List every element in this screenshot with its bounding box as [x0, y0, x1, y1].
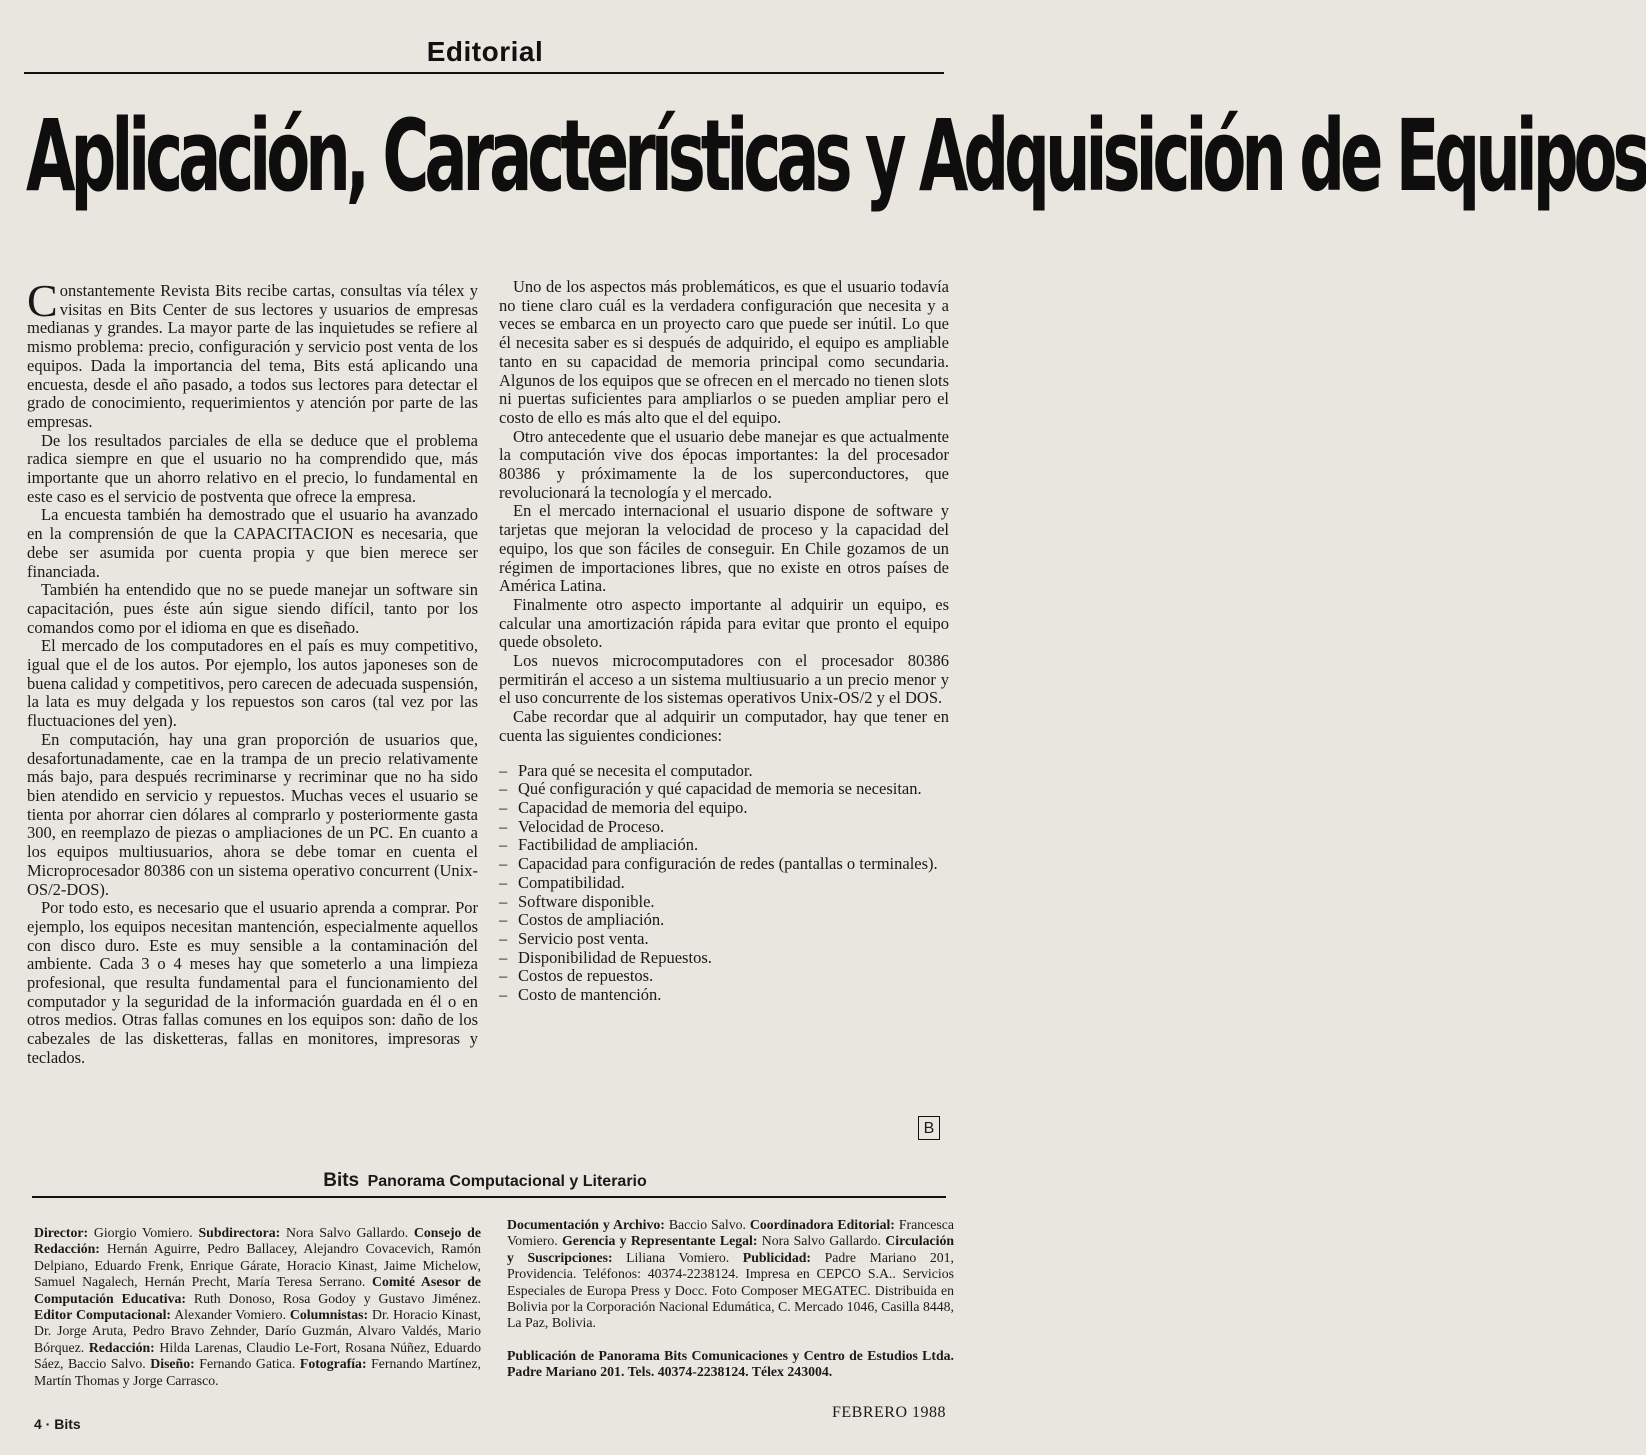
credit-names: Fernando Gatica. — [199, 1356, 296, 1372]
credit-role: Consejo de Redacción: — [34, 1225, 481, 1257]
paragraph: También ha entendido que no se puede manejar un software sin capacitación, pues éste aún sigue siendo difícil, tanto por los comandos como por el idioma en que es diseñado. — [27, 580, 478, 637]
credit-role: Documentación y Archivo: — [507, 1217, 665, 1232]
masthead-rule — [32, 1196, 946, 1198]
header-rule — [24, 72, 944, 74]
credit-role: Fotografía: — [299, 1356, 367, 1372]
credit-role: Gerencia y Representante Legal: — [562, 1233, 758, 1249]
credit-role: Comité Asesor de Computación Educativa: — [34, 1274, 482, 1306]
list-item: – Velocidad de Proceso. — [499, 818, 949, 837]
list-item: – Costo de mantención. — [499, 986, 949, 1005]
list-item: – Para qué se necesita el computador. — [499, 762, 949, 781]
credit-names: Hernán Aguirre, Pedro Ballacey, Alejandro Covacevich, Ramón Delpiano, Eduardo Frenk, Enrique Gárate, Horacio Kinast, Jaime Michelow, Samuel Nagalech, Hernán Precht, María Teresa Serrano. — [34, 1241, 481, 1290]
paragraph: La encuesta también ha demostrado que el usuario ha avanzado en la comprensión de que la CAPACITACION es necesaria, que debe ser asumida por cuenta propia y que bien merece ser financiada. — [27, 505, 478, 581]
credit-names: Alexander Vomiero. — [174, 1307, 287, 1323]
list-item: – Qué configuración y qué capacidad de memoria se necesitan. — [499, 780, 949, 799]
credit-role: Director: — [34, 1225, 89, 1240]
paragraph: Constantemente Revista Bits recibe cartas, consultas vía télex y visitas en Bits Center de sus lectores y usuarios de empresas medianas y grandes. La mayor parte de las inquietudes se refiere al mismo problema: precio, configuración y servicio post venta de los equipos. Dada la importancia del tema, Bits está aplicando una encuesta, desde el año pasado, a todos sus lectores para detectar el grado de conocimiento, requerimientos y atención por parte de las empresas. — [27, 275, 478, 431]
list-item: – Costos de repuestos. — [499, 967, 949, 986]
list-item: – Capacidad para configuración de redes (pantallas o terminales). — [499, 855, 949, 874]
credit-names: Dr. Horacio Kinast, Dr. Jorge Aruta, Pedro Bravo Zehnder, Darío Guzmán, Alvaro Valdés, Mario Bórquez. — [34, 1307, 481, 1355]
paragraph: Uno de los aspectos más problemáticos, es que el usuario todavía no tiene claro cuál es la verdadera configuración que necesita y a veces se embarca en un proyecto caro que puede ser inútil. Lo que él necesita saber es si después de adquirido, el equipo es ampliable tanto en su capacidad de memoria principal como secundaria. Algunos de los equipos que se ofrecen en el mercado no tienen slots ni puertas suficientes para ampliarlos o se pueden ampliar pero el costo de ello es más alto que el del equipo. — [499, 277, 949, 427]
credit-role: Diseño: — [150, 1356, 195, 1372]
list-item: – Factibilidad de ampliación. — [499, 836, 949, 855]
paragraph: Cabe recordar que al adquirir un computador, hay que tener en cuenta las siguientes condiciones: — [499, 707, 949, 745]
credit-names: Baccio Salvo. — [668, 1217, 746, 1232]
credit-names: Nora Salvo Gallardo. — [285, 1225, 409, 1240]
credit-role: Publicidad: — [742, 1249, 812, 1265]
conditions-list — [499, 762, 949, 1005]
credits-right — [507, 1217, 954, 1381]
credit-role: Editor Computacional: — [34, 1307, 172, 1323]
publisher-note: Publicación de Panorama Bits Comunicaciones y Centro de Estudios Ltda. Padre Mariano 201. Tels. 40374-2238124. Télex 243004. — [507, 1347, 954, 1380]
credit-names: Padre Mariano 201, Providencia. Teléfonos: 40374-2238124. Impresa en CEPCO S.A.. Servicios Especiales de Europa Press y Docc. Foto Composer MEGATEC. Distribuida en Bolivia por la Corporación Nacional Edumática, C. Mercado 1046, Casilla 8448, La Paz, Bolivia. — [507, 1249, 955, 1331]
left-column — [27, 275, 478, 1068]
credit-names: Francesca Vomiero. — [507, 1217, 955, 1249]
paragraph: De los resultados parciales de ella se deduce que el problema radica siempre en que el usuario no ha comprendido que, más importante que un ahorro relativo en el precio, lo fundamental en este caso es el servicio de postventa que ofrece la empresa. — [27, 430, 478, 506]
credit-names: Nora Salvo Gallardo. — [761, 1233, 881, 1249]
paragraph: Los nuevos microcomputadores con el procesador 80386 permitirán el acceso a un sistema multiusuario a un precio menor y el uso concurrente de los sistemas operativos Unix-OS/2 y el DOS. — [499, 651, 949, 708]
credit-names: Hilda Larenas, Claudio Le-Fort, Rosana Núñez, Eduardo Sáez, Baccio Salvo. — [34, 1339, 482, 1372]
paragraph: Otro antecedente que el usuario debe manejar es que actualmente la computación vive dos épocas importantes: la del procesador 80386 y próximamente la de los superconductores, que revolucionará la tecnología y el mercado. — [499, 426, 949, 502]
end-of-article-mark: B — [918, 1116, 940, 1140]
masthead-brand: Bits — [323, 1170, 360, 1191]
right-column — [499, 278, 949, 1005]
credit-role: Circulación y Suscripciones: — [507, 1233, 955, 1265]
list-item: – Disponibilidad de Repuestos. — [499, 949, 949, 968]
headline: Aplicación, Características y Adquisición de Equipos — [26, 100, 1646, 215]
credit-names: Fernando Martínez, Martín Thomas y Jorge Carrasco. — [34, 1356, 481, 1388]
paragraph: En el mercado internacional el usuario dispone de software y tarjetas que mejoran la velocidad de proceso y la capacidad del equipo, los que son fáciles de conseguir. En Chile gozamos de un régimen de importaciones libres, que no existe en otros países de América Latina. — [499, 501, 949, 596]
credit-role: Redacción: — [88, 1339, 155, 1355]
credit-role: Coordinadora Editorial: — [749, 1217, 895, 1232]
list-item: – Costos de ampliación. — [499, 911, 949, 930]
list-item: – Capacidad de memoria del equipo. — [499, 799, 949, 818]
masthead-title — [0, 1170, 970, 1192]
issue-date: FEBRERO 1988 — [831, 1404, 946, 1421]
masthead-subtitle: Panorama Computacional y Literario — [367, 1173, 647, 1190]
paragraph: El mercado de los computadores en el país es muy competitivo, igual que el de los autos. Por ejemplo, los autos japoneses son de buena calidad y competitivos, pero carecen de adecuada suspensión, la lata es muy delgada y los repuestos son caros (tal vez por las fluctuaciones del yen). — [27, 636, 478, 731]
paragraph: Por todo esto, es necesario que el usuario aprenda a comprar. Por ejemplo, los equipos necesitan mantención, especialmente aquellos con disco duro. Este es muy sensible a la contaminación del ambiente. Cada 3 o 4 meses hay que someterlo a una limpieza profesional, que resulta fundamental para el funcionamiento del computador y la seguridad de la información guardada en él o en otros medios. Otras fallas comunes en los equipos son: daño de los cabezales de las disketteras, fallas en monitores, impresoras y teclados. — [27, 898, 478, 1067]
list-item: – Servicio post venta. — [499, 930, 949, 949]
list-item: – Compatibilidad. — [499, 874, 949, 893]
credits-left — [34, 1225, 481, 1389]
credit-names: Ruth Donoso, Rosa Godoy y Gustavo Jiménez. — [193, 1290, 482, 1306]
credit-role: Subdirectora: — [198, 1225, 281, 1240]
dropcap: C — [27, 275, 58, 326]
paragraph: Finalmente otro aspecto importante al adquirir un equipo, es calcular una amortización rápida para evitar que pronto el equipo quede obsoleto. — [499, 594, 949, 652]
credit-names: Liliana Vomiero. — [626, 1249, 730, 1265]
paragraph: En computación, hay una gran proporción de usuarios que, desafortunadamente, cae en la trampa de un precio relativamente más bajo, para después recriminarse y recriminar que no ha sido bien atendido en servicio y repuestos. Muchas veces el usuario se tienta por ahorrar cien dólares al comprarlo y posteriormente gasta 300, en reemplazo de piezas o ampliaciones de un PC. En cuanto a los equipos multiusuarios, ahora se debe tomar en cuenta el Microprocesador 80386 con un sistema operativo concurrent (Unix-OS/2-DOS). — [27, 729, 478, 899]
section-label: Editorial — [426, 36, 544, 67]
credit-names: Giorgio Vomiero. — [93, 1225, 193, 1240]
page-folio: 4 · Bits — [34, 1416, 81, 1432]
list-item: – Software disponible. — [499, 893, 949, 912]
credit-role: Columnistas: — [289, 1307, 369, 1323]
